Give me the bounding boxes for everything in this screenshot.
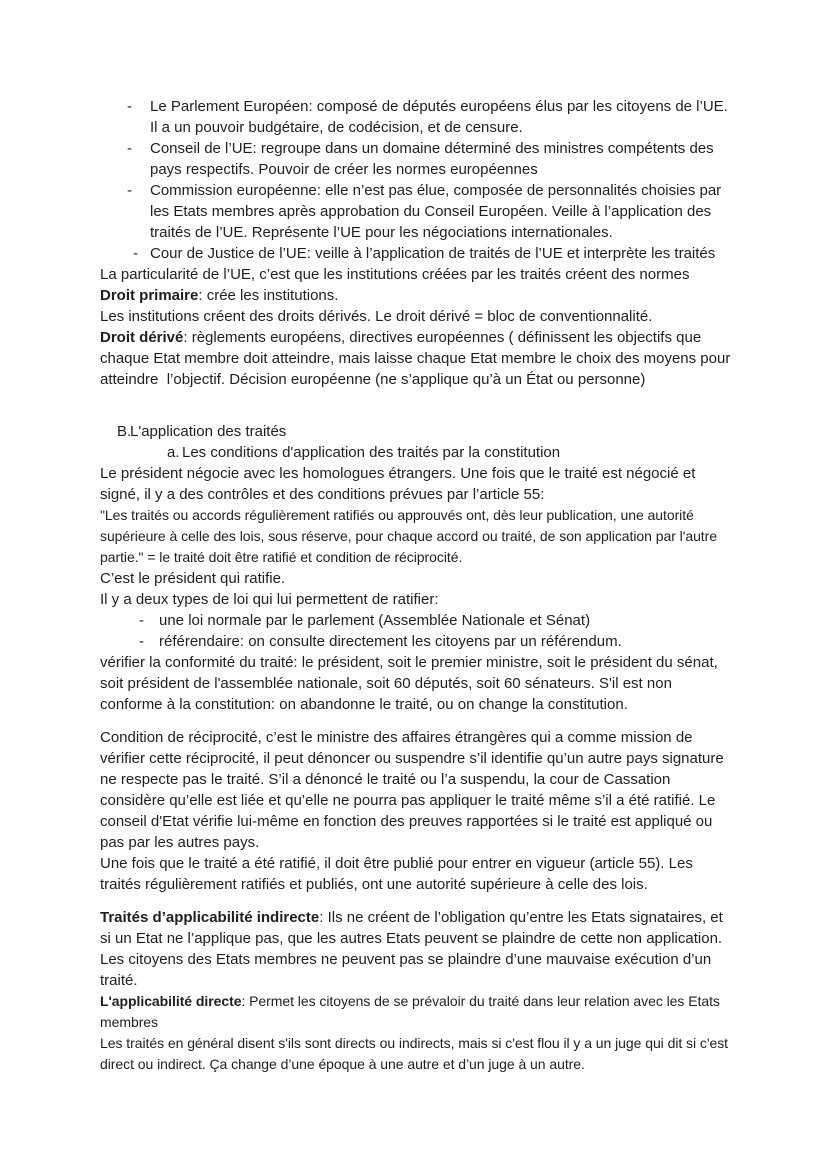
paragraph	[100, 568, 736, 589]
list-marker: a.	[167, 444, 180, 461]
paragraph	[100, 991, 736, 1033]
paragraph	[100, 285, 736, 306]
text-run: Il y a deux types de loi qui lui permettent de ratifier:	[100, 591, 439, 608]
blank-line	[100, 715, 736, 727]
paragraph	[100, 727, 736, 853]
bullet-item	[100, 180, 736, 243]
outline-heading	[100, 442, 736, 463]
list-marker: -	[139, 633, 144, 650]
list-marker: -	[127, 98, 132, 115]
paragraph	[100, 264, 736, 285]
list-marker: -	[127, 182, 132, 199]
paragraph	[100, 463, 736, 505]
paragraph	[100, 907, 736, 991]
text-run: : crée les institutions.	[198, 287, 339, 304]
paragraph	[100, 306, 736, 327]
outline-heading	[100, 421, 736, 442]
text-run: Les institutions créent des droits dérivés. Le droit dérivé = bloc de conventionnalité.	[100, 308, 653, 325]
text-run: vérifier la conformité du traité: le président, soit le premier ministre, soit le président du sénat, soit président de l'assemblée nationale, soit 60 députés, soit 60 sénateurs. S'il est non conforme à la constitution: on abandonne le traité, ou on change la constitution.	[100, 654, 722, 713]
text-run: Le président négocie avec les homologues étrangers. Une fois que le traité est négocié et signé, il y a des contrôles et des conditions prévues par l’article 55:	[100, 465, 700, 503]
text-run: Condition de réciprocité, c’est le ministre des affaires étrangères qui a comme mission de vérifier cette réciprocité, il peut dénoncer ou suspendre s’il identifie qu’un autre pays signature ne respecte pas le traité. S’il a dénoncé le traité ou l’a suspendu, la cour de Cassation considère qu’elle est liée et qu’elle ne pourra pas appliquer le traité même s’il a été ratifié. Le conseil d'Etat vérifie lui-même en fonction des preuves rapportées si le traité est appliqué ou pas par les autres pays.	[100, 729, 728, 851]
text-run: Commission européenne: elle n’est pas élue, composée de personnalités choisies par les Etats membres après approbation du Conseil Européen. Veille à l’application des traités de l’UE. Représente l’UE pour les négociations internationales.	[150, 182, 726, 241]
text-run: Les conditions d'application des traités par la constitution	[182, 444, 561, 461]
blank-line	[100, 895, 736, 907]
text-run: La particularité de l’UE, c’est que les institutions créées par les traités créent des normes	[100, 266, 690, 283]
text-run: Le Parlement Européen: composé de députés européens élus par les citoyens de l’UE. Il a un pouvoir budgétaire, de codécision, et de censure.	[150, 98, 733, 136]
text-run: : Ils ne créent de l’obligation qu’entre les Etats signataires, et si un Etat ne l’applique pas, que les autres Etats peuvent se plaindre de cette non application. Les citoyens des Etats membres ne peuvent pas se plaindre d’une mauvaise exécution d’un traité.	[100, 909, 727, 989]
bullet-item	[100, 631, 736, 652]
bullet-item	[100, 138, 736, 180]
bullet-item	[100, 96, 736, 138]
paragraph	[100, 327, 736, 390]
bold-text-run: L'applicabilité directe	[100, 993, 242, 1009]
text-run: Conseil de l’UE: regroupe dans un domaine déterminé des ministres compétents des pays respectifs. Pouvoir de créer les normes européennes	[150, 140, 718, 178]
paragraph	[100, 505, 736, 568]
text-run: une loi normale par le parlement (Assemblée Nationale et Sénat)	[159, 612, 591, 629]
bold-text-run: Droit dérivé	[100, 329, 184, 346]
list-marker: B.	[117, 423, 132, 440]
bullet-item	[100, 243, 736, 264]
text-run: L'application des traités	[130, 423, 287, 440]
text-run: : Permet les citoyens de se prévaloir du traité dans leur relation avec les Etats membres	[100, 993, 724, 1030]
text-run: : règlements européens, directives européennes ( définissent les objectifs que chaque Etat membre doit atteindre, mais laisse chaque Etat membre le choix des moyens pour atteindre l’objectif. Décision européenne (ne s’applique qu’à un État ou personne)	[100, 329, 735, 388]
text-run: Les traités en général disent s'ils sont directs ou indirects, mais si c'est flou il y a un juge qui dit si c'est direct ou indirect. Ça change d’une époque à une autre et d’un juge à un autre.	[100, 1035, 732, 1072]
paragraph	[100, 1033, 736, 1075]
bullet-item	[100, 610, 736, 631]
paragraph	[100, 652, 736, 715]
text-run: Cour de Justice de l’UE: veille à l’application de traités de l’UE et interprète les traités	[150, 245, 716, 262]
bold-text-run: Droit primaire	[100, 287, 199, 304]
text-run: référendaire: on consulte directement les citoyens par un référendum.	[159, 633, 622, 650]
list-marker: -	[133, 245, 138, 262]
text-run: Une fois que le traité a été ratifié, il doit être publié pour entrer en vigueur (article 55). Les traités régulièrement ratifiés et publiés, ont une autorité supérieure à celle des lois.	[100, 855, 697, 893]
paragraph	[100, 589, 736, 610]
text-run: C’est le président qui ratifie.	[100, 570, 286, 587]
bold-text-run: Traités d’applicabilité indirecte	[100, 909, 320, 926]
list-marker: -	[139, 612, 144, 629]
blank-line	[100, 390, 736, 411]
text-run: "Les traités ou accords régulièrement ratifiés ou approuvés ont, dès leur publication, une autorité supérieure à celle des lois, sous réserve, pour chaque accord ou traité, de son application par l'autre partie." = le traité doit être ratifié et condition de réciprocité.	[100, 507, 721, 565]
list-marker: -	[127, 140, 132, 157]
paragraph	[100, 853, 736, 895]
